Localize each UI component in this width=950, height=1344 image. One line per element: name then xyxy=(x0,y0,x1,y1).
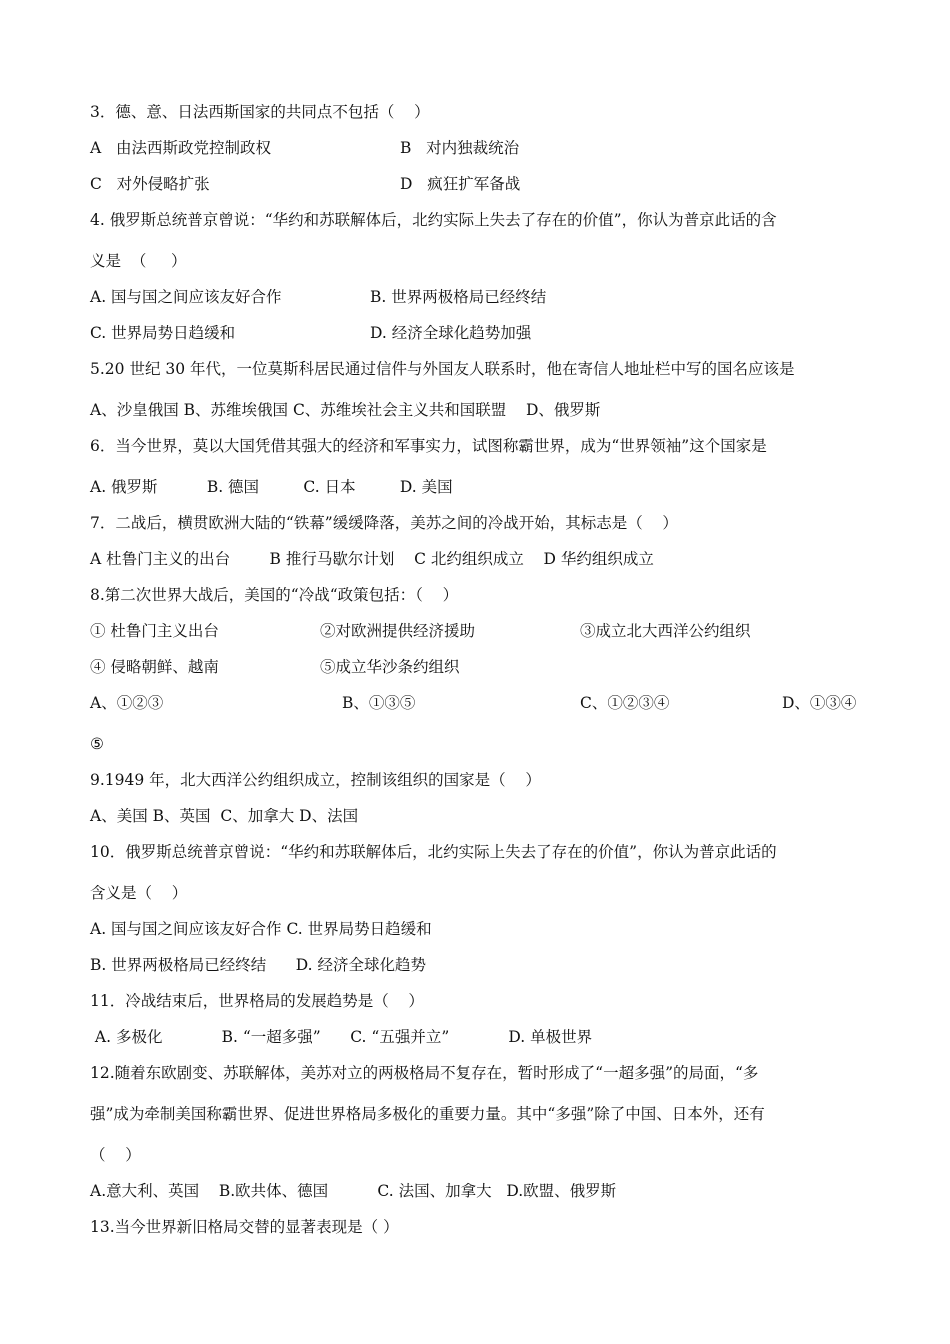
q5-stem: 5.20 世纪 30 年代，一位莫斯科居民通过信件与外国友人联系时，他在寄信人地址栏中写的国名应该是 xyxy=(90,360,795,378)
q4-option-c: C. 世界局势日趋缓和 xyxy=(90,324,236,342)
q3-option-d: D 疯狂扩军备战 xyxy=(400,175,521,193)
q8-option-c: C、①②③④ xyxy=(580,694,670,712)
q8-option-d: D、①③④ xyxy=(782,694,857,712)
q7-options: A 杜鲁门主义的出台 B 推行马歇尔计划 C 北约组织成立 D 华约组织成立 xyxy=(90,550,654,568)
q8-item-3: ③成立北大西洋公约组织 xyxy=(580,622,751,640)
q12-stem-line-3: （ ） xyxy=(90,1146,141,1164)
q8-item-5: ⑤成立华沙条约组织 xyxy=(320,658,460,676)
q10-stem-line-2: 含义是（ ） xyxy=(90,884,188,902)
q8-option-a: A、①②③ xyxy=(90,694,164,712)
q12-stem-line-1: 12.随着东欧剧变、苏联解体，美苏对立的两极格局不复存在，暂时形成了“一超多强”的局面，“多 xyxy=(90,1064,759,1082)
q8-item-4: ④ 侵略朝鲜、越南 xyxy=(90,658,219,676)
q8-option-d-continued: ⑤ xyxy=(90,735,104,753)
q6-options: A. 俄罗斯 B. 德国 C. 日本 D. 美国 xyxy=(90,478,453,496)
q4-stem-line-1: 4. 俄罗斯总统普京曾说：“华约和苏联解体后，北约实际上失去了存在的价值”，你认为普京此话的含 xyxy=(90,211,777,229)
q3-option-c: C 对外侵略扩张 xyxy=(90,175,210,193)
q8-option-b: B、①③⑤ xyxy=(342,694,416,712)
q10-options-b-d: B. 世界两极格局已经终结 D. 经济全球化趋势 xyxy=(90,956,427,974)
q8-item-2: ②对欧洲提供经济援助 xyxy=(320,622,476,640)
q3-option-b: B 对内独裁统治 xyxy=(400,139,520,157)
q12-stem-line-2: 强”成为牵制美国称霸世界、促进世界格局多极化的重要力量。其中“多强”除了中国、日本外，还有 xyxy=(90,1105,765,1123)
q11-stem: 11．冷战结束后，世界格局的发展趋势是（ ） xyxy=(90,992,424,1010)
q4-option-b: B. 世界两极格局已经终结 xyxy=(370,288,547,306)
q10-options-a-c: A. 国与国之间应该友好合作 C. 世界局势日趋缓和 xyxy=(90,920,432,938)
q3-option-a: A 由法西斯政党控制政权 xyxy=(90,139,271,157)
q8-item-1: ① 杜鲁门主义出台 xyxy=(90,622,219,640)
q3-stem: 3．德、意、日法西斯国家的共同点不包括（ ） xyxy=(90,103,430,121)
q6-stem: 6．当今世界，莫以大国凭借其强大的经济和军事实力，试图称霸世界，成为“世界领袖”这个国家是 xyxy=(90,437,767,455)
q7-stem: 7．二战后，横贯欧洲大陆的“铁幕”缓缓降落，美苏之间的冷战开始，其标志是（ ） xyxy=(90,514,678,532)
q10-stem-line-1: 10．俄罗斯总统普京曾说：“华约和苏联解体后，北约实际上失去了存在的价值”，你认为普京此话的 xyxy=(90,843,777,861)
q8-stem: 8.第二次世界大战后，美国的“冷战“政策包括：（ ） xyxy=(90,586,459,604)
q4-option-d: D. 经济全球化趋势加强 xyxy=(370,324,532,342)
q5-options: A、沙皇俄国 B、苏维埃俄国 C、苏维埃社会主义共和国联盟 D、俄罗斯 xyxy=(90,401,601,419)
q4-stem-line-2: 义是 （ ） xyxy=(90,252,187,270)
q13-stem: 13.当今世界新旧格局交替的显著表现是（ ） xyxy=(90,1218,399,1236)
q9-options: A、美国 B、英国 C、加拿大 D、法国 xyxy=(90,807,359,825)
q12-options: A.意大利、英国 B.欧共体、德国 C. 法国、加拿大 D.欧盟、俄罗斯 xyxy=(90,1182,617,1200)
q11-options: A. 多极化 B. “一超多强” C. “五强并立” D. 单极世界 xyxy=(90,1028,593,1046)
q4-option-a: A. 国与国之间应该友好合作 xyxy=(90,288,282,306)
q9-stem: 9.1949 年，北大西洋公约组织成立，控制该组织的国家是（ ） xyxy=(90,771,541,789)
